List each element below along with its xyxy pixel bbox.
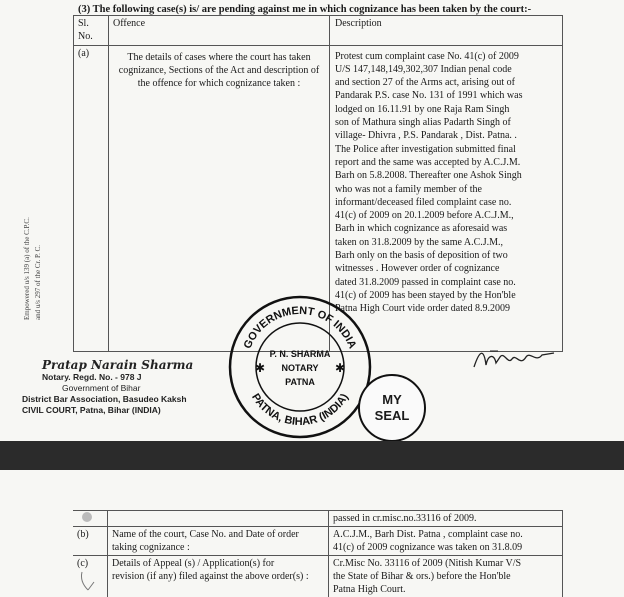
- row-offence-text: [108, 556, 329, 597]
- row-description: [329, 511, 563, 527]
- description-line: Cr.Misc No. 33116 of 2009 (Nitish Kumar V/S: [333, 558, 522, 569]
- seal-star-icon: ✱: [335, 361, 346, 375]
- my-seal-line-2: SEAL: [374, 408, 410, 423]
- description-line: village- Dhivra , P.S. Pandarak , Dist. Patna. .: [335, 130, 517, 142]
- header-sl-no: Sl. No.: [74, 16, 109, 46]
- vertical-note-line: Empowered u/s 139 (a) of the C.P.C.: [23, 217, 31, 320]
- description-line: report and the same was accepted by A.C.J.M.: [335, 156, 521, 168]
- description-line: dated 31.8.2009 passed in complaint case no.: [335, 276, 516, 288]
- row-sl-no: (b): [73, 527, 108, 556]
- description-line: passed in cr.misc.no.33116 of 2009.: [333, 513, 477, 524]
- handwritten-signature: [470, 345, 560, 375]
- notary-court: CIVIL COURT, Patna, Bihar (INDIA): [22, 405, 161, 415]
- offence-line: Details of Appeal (s) / Application(s) for: [112, 558, 275, 569]
- row-offence-text: The details of cases where the court has taken cognizance, Sections of the Act and description of the offence for which cognizance taken :: [109, 45, 330, 351]
- table-row: [73, 556, 563, 597]
- description-line: Protest cum complaint case No. 41(c) of 2009: [335, 50, 519, 62]
- my-seal-stamp: [358, 374, 426, 441]
- section-heading: (3) The following case(s) is/ are pending against me in which cognizance has been taken by the court:-: [78, 4, 532, 15]
- document-page-2: [0, 470, 624, 597]
- vertical-empowerment-note: [22, 160, 44, 320]
- description-line: Barh in which cognizance as aforesaid was: [335, 223, 508, 235]
- notary-name: Pratap Narain Sharma: [42, 358, 194, 372]
- my-seal-line-1: MY: [382, 392, 402, 407]
- notary-stamp-block: [22, 358, 193, 416]
- description-line: Barh on 5.8.2008. Thereafter one Ashok Singh: [335, 170, 522, 182]
- description-line: witnesses . However order of cognizance: [335, 263, 500, 275]
- offence-line: Name of the court, Case No. and Date of order: [112, 529, 299, 540]
- description-line: son of Mathura singh alias Padarth Singh of: [335, 117, 511, 129]
- seal-top-arc: GOVERNMENT OF INDIA: [241, 304, 359, 351]
- notary-regd: Notary. Regd. No. - 978 J: [42, 372, 142, 382]
- description-line: U/S 147,148,149,302,307 Indian penal code: [335, 63, 512, 75]
- row-sl-no: [73, 511, 108, 527]
- description-lines: [335, 50, 558, 316]
- svg-text:GOVERNMENT OF INDIA: [242, 305, 359, 351]
- description-line: taken on 31.8.2009 by the same A.C.J.M.,: [335, 236, 504, 248]
- seal-bottom-arc: PATNA, BIHAR (INDIA): [249, 391, 351, 429]
- offence-line: revision (if any) filed against the above order(s) :: [112, 571, 309, 582]
- description-line: the State of Bihar & ors.) before the Hon'ble: [333, 571, 511, 582]
- description-line: Patna High Court vide order dated 8.9.2009: [335, 303, 510, 315]
- header-offence: Offence: [109, 16, 330, 46]
- description-line: Barh only on the basis of deposition of two: [335, 250, 508, 262]
- row-offence-text: [108, 527, 329, 556]
- row-offence-text: [108, 511, 329, 527]
- table-row: [73, 511, 563, 527]
- notary-govt: Government of Bihar: [62, 383, 141, 393]
- vertical-note-line: and u/s 297 of the Cr. P. C.: [34, 244, 42, 320]
- row-description: [329, 527, 563, 556]
- table-row: [73, 527, 563, 556]
- description-line: Pandarak P.S. case No. 131 of 1991 which was: [335, 90, 523, 102]
- pending-cases-table-continued: [73, 510, 563, 597]
- description-line: 41(c) of 2009 on 20.1.2009 before A.C.J.M.,: [335, 210, 514, 222]
- description-line: informant/deceased filed complaint case no.: [335, 196, 512, 208]
- page-separator: [0, 441, 624, 470]
- seal-line-2: NOTARY: [281, 363, 319, 373]
- description-line: The Police after investigation submitted final: [335, 143, 516, 155]
- table-header-row: [74, 16, 563, 46]
- notary-association: District Bar Association, Basudeo Kaksh: [22, 394, 187, 404]
- description-line: A.C.J.M., Barh Dist. Patna , complaint case no.: [333, 529, 523, 540]
- row-sl-no: (a): [74, 45, 109, 351]
- description-line: 41(c) of 2009 has been stayed by the Hon'ble: [335, 289, 516, 301]
- svg-text:PATNA, BIHAR (INDIA): [249, 391, 351, 428]
- government-notary-seal: [225, 292, 375, 441]
- seal-star-icon: ✱: [255, 361, 266, 375]
- description-line: who was not a family member of the: [335, 183, 482, 195]
- description-line: 41(c) of 2009 cognizance was taken on 31.8.09: [333, 542, 523, 553]
- description-line: and section 27 of the Arms act, arising out of: [335, 77, 515, 89]
- row-sl-no: (c): [73, 556, 108, 597]
- header-description: Description: [330, 16, 563, 46]
- description-line: Patna High Court.: [333, 584, 406, 595]
- row-description: [329, 556, 563, 597]
- offence-line: taking cognizance :: [112, 542, 190, 553]
- description-line: lodged on 16.11.91 by one Raja Ram Singh: [335, 103, 510, 115]
- seal-line-1: P. N. SHARMA: [269, 349, 331, 359]
- seal-line-3: PATNA: [285, 377, 315, 387]
